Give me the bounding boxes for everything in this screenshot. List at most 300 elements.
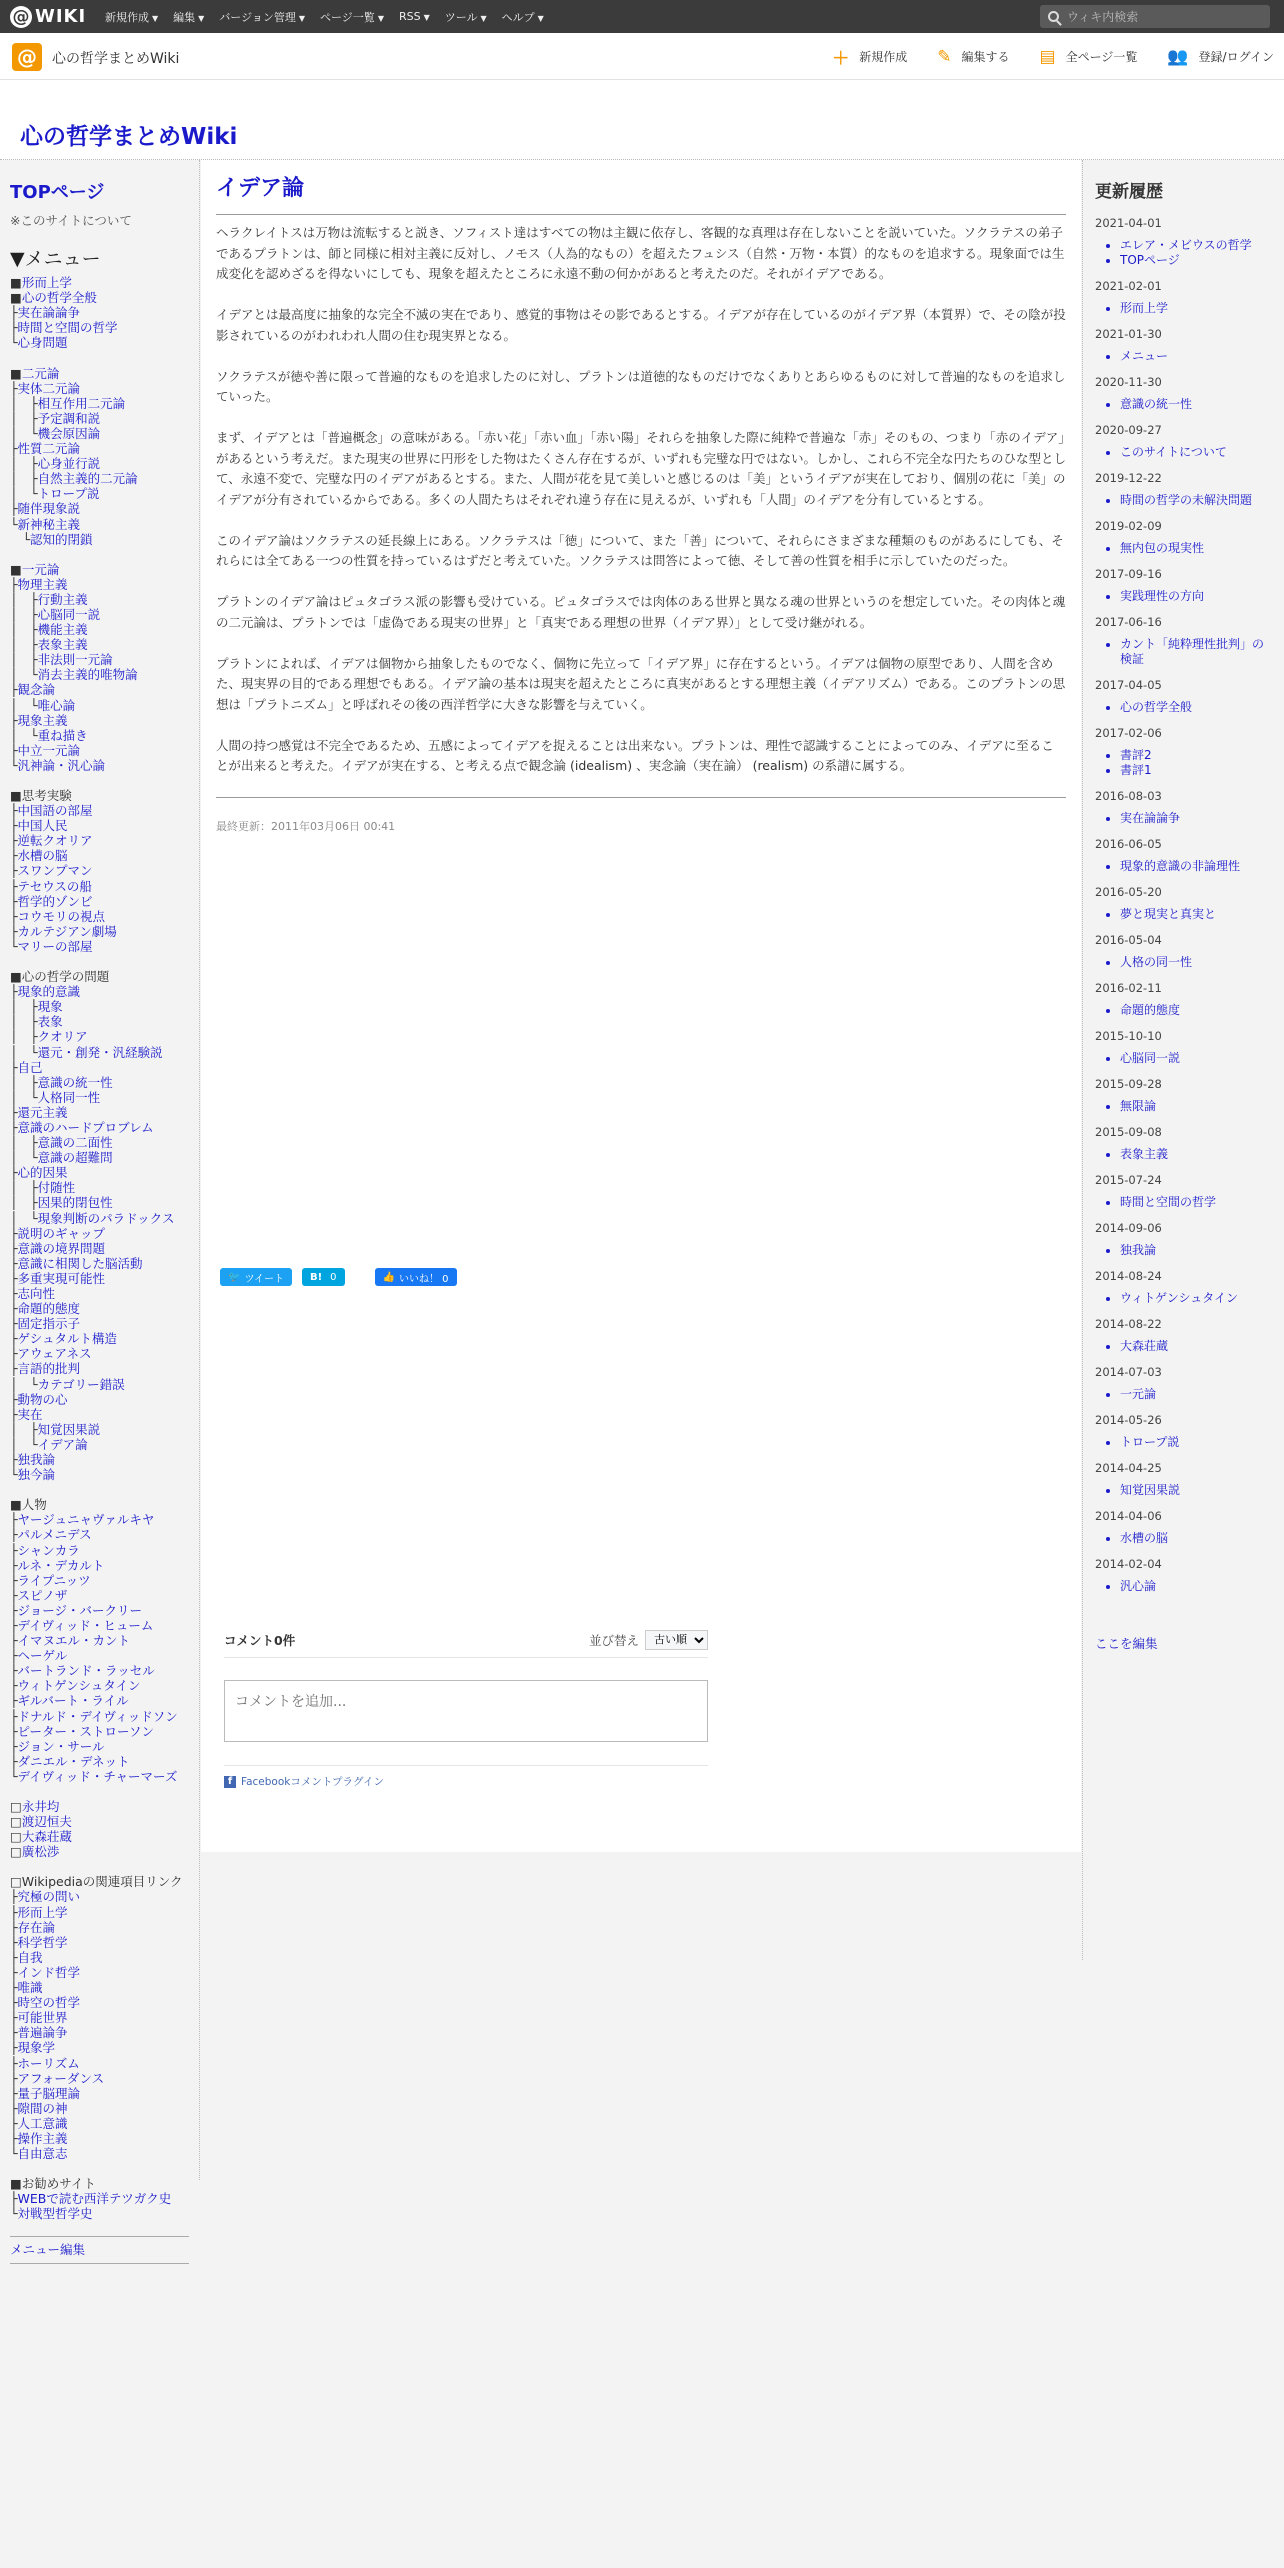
menu-item[interactable] — [10, 335, 189, 350]
menu-link[interactable]: ドナルド・デイヴィッドソン — [17, 1708, 178, 1724]
menu-item[interactable] — [10, 637, 189, 652]
menu-link[interactable]: 認知的閉鎖 — [30, 531, 93, 547]
menu-link[interactable]: 現象的意識 — [17, 984, 81, 1000]
history-link[interactable]: 意識の統一性 — [1120, 397, 1193, 411]
menu-link[interactable]: 普遍論争 — [17, 2025, 68, 2041]
menu-item[interactable] — [10, 366, 189, 381]
menu-item[interactable] — [10, 2040, 189, 2055]
menu-item[interactable] — [10, 607, 189, 622]
menu-link[interactable]: 量子脳理論 — [17, 2085, 81, 2101]
menu-item[interactable] — [10, 1920, 189, 1935]
search-placeholder: ウィキ内検索 — [1067, 10, 1139, 24]
history-item — [1120, 1387, 1274, 1402]
menu-link[interactable]: 二元論 — [21, 365, 60, 381]
menu-item[interactable] — [10, 1150, 189, 1165]
menu-link[interactable]: 形而上学 — [17, 1904, 68, 1920]
menu-link[interactable]: バートランド・ラッセル — [17, 1663, 155, 1679]
menu-link[interactable]: 性質二元論 — [17, 441, 81, 457]
menu-link[interactable]: 付随性 — [37, 1180, 76, 1196]
menu-item[interactable] — [10, 1241, 189, 1256]
menu-link[interactable]: 言語的批判 — [17, 1361, 81, 1377]
menu-item[interactable] — [10, 562, 189, 577]
menu-link[interactable]: 心の哲学全般 — [21, 290, 97, 306]
wiki-search-input[interactable] — [1040, 5, 1270, 28]
menu-link[interactable]: 永井均 — [21, 1799, 60, 1814]
menu-link[interactable]: ゲシュタルト構造 — [17, 1331, 118, 1347]
new-page-button[interactable] — [832, 44, 907, 69]
menu-link[interactable]: 意識の統一性 — [37, 1074, 113, 1090]
menu-link[interactable]: 自然主義的二元論 — [37, 471, 138, 487]
menu-item[interactable] — [10, 532, 189, 547]
menu-item[interactable] — [10, 1271, 189, 1286]
menu-item[interactable] — [10, 471, 189, 486]
menu-item[interactable] — [10, 2131, 189, 2146]
menu-item[interactable] — [10, 879, 189, 894]
history-link[interactable]: 無限論 — [1120, 1099, 1157, 1113]
global-menu-item[interactable] — [399, 10, 430, 23]
menu-item[interactable] — [10, 2101, 189, 2116]
menu-link[interactable]: シャンカラ — [17, 1542, 80, 1558]
menu-link[interactable]: 心的因果 — [17, 1165, 68, 1181]
menu-item[interactable] — [10, 803, 189, 818]
menu-link[interactable]: コウモリの視点 — [17, 908, 106, 924]
menu-link[interactable]: ルネ・デカルト — [17, 1557, 105, 1573]
menu-item[interactable] — [10, 1346, 189, 1361]
menu-item[interactable] — [10, 1709, 189, 1724]
history-link[interactable]: 夢と現実と真実と — [1120, 907, 1217, 921]
menu-link[interactable]: 時空の哲学 — [17, 1995, 81, 2011]
menu-item[interactable] — [10, 1331, 189, 1346]
menu-item[interactable] — [10, 1014, 189, 1029]
menu-item[interactable] — [10, 1135, 189, 1150]
menu-link[interactable]: 形而上学 — [21, 275, 72, 291]
menu-link[interactable]: 還元主義 — [17, 1104, 68, 1120]
global-menu-item[interactable] — [173, 9, 204, 25]
menu-link[interactable]: 重ね描き — [37, 727, 88, 743]
menu-item[interactable] — [10, 1316, 189, 1331]
menu-item[interactable] — [10, 833, 189, 848]
menu-link[interactable]: アフォーダンス — [17, 2070, 105, 2086]
global-menu-item[interactable] — [445, 9, 487, 25]
menu-link[interactable]: ダニエル・デネット — [17, 1753, 130, 1769]
menu-link[interactable]: 実体二元論 — [17, 380, 81, 396]
menu-link[interactable]: ウィトゲンシュタイン — [17, 1678, 141, 1694]
menu-item[interactable] — [10, 1663, 189, 1678]
menu-item[interactable] — [10, 1648, 189, 1663]
menu-link[interactable]: 自由意志 — [17, 2146, 68, 2162]
menu-link[interactable]: 志向性 — [17, 1286, 56, 1301]
menu-link[interactable]: 唯心論 — [37, 697, 76, 713]
history-link[interactable]: 知覚因果説 — [1120, 1483, 1181, 1497]
menu-link[interactable]: 可能世界 — [17, 2010, 68, 2026]
menu-link[interactable]: 表象主義 — [37, 637, 88, 653]
menu-link[interactable]: スワンプマン — [17, 863, 93, 879]
global-menu-item[interactable] — [320, 9, 384, 25]
menu-link[interactable]: 中国人民 — [17, 818, 68, 834]
menu-item[interactable] — [10, 1573, 189, 1588]
menu-link[interactable]: 大森荘蔵 — [21, 1829, 72, 1845]
history-link[interactable]: 表象主義 — [1120, 1147, 1169, 1161]
top-page-link[interactable]: TOPページ — [10, 182, 105, 203]
menu-link[interactable]: 唯識 — [17, 1980, 43, 1996]
menu-link[interactable]: 説明のギャップ — [17, 1225, 106, 1241]
menu-item[interactable] — [10, 1527, 189, 1542]
menu-item[interactable] — [10, 1724, 189, 1739]
menu-link[interactable]: ギルバート・ライル — [17, 1693, 129, 1709]
menu-item[interactable] — [10, 1829, 189, 1844]
menu-item[interactable] — [10, 486, 189, 501]
menu-link[interactable]: 中国語の部屋 — [17, 803, 93, 819]
facebook-like-button[interactable] — [375, 1268, 457, 1286]
menu-edit-label[interactable]: メニュー編集 — [10, 2242, 86, 2258]
history-link[interactable]: 人格の同一性 — [1120, 955, 1193, 969]
menu-link[interactable]: ヘーゲル — [17, 1648, 68, 1664]
menu-item[interactable] — [10, 577, 189, 592]
hatena-bookmark-button[interactable] — [302, 1268, 345, 1286]
menu-item[interactable] — [10, 320, 189, 335]
menu-link[interactable]: 科学哲学 — [17, 1934, 68, 1950]
menu-item[interactable] — [10, 652, 189, 667]
menu-link[interactable]: 新神秘主義 — [17, 516, 81, 532]
comment-input[interactable] — [224, 1680, 708, 1742]
menu-link[interactable]: 逆転クオリア — [17, 833, 93, 849]
menu-item[interactable] — [10, 2116, 189, 2131]
menu-item[interactable]: ■お勧めサイト — [10, 2176, 96, 2192]
menu-item[interactable] — [10, 984, 189, 999]
history-link[interactable]: 形而上学 — [1120, 301, 1169, 315]
menu-link[interactable]: 知覚因果説 — [37, 1421, 101, 1437]
global-menu-item[interactable] — [105, 9, 158, 25]
history-link[interactable]: 時間の哲学の未解決問題 — [1120, 493, 1253, 507]
history-link[interactable]: メニュー — [1120, 349, 1169, 363]
menu-item[interactable] — [10, 818, 189, 833]
menu-item[interactable] — [10, 1603, 189, 1618]
history-link[interactable]: 実在論論争 — [1120, 811, 1181, 825]
menu-item[interactable] — [10, 1029, 189, 1044]
menu-link[interactable]: 機能主義 — [37, 622, 88, 638]
login-button[interactable] — [1167, 47, 1274, 67]
menu-item[interactable] — [10, 592, 189, 607]
menu-item[interactable] — [10, 894, 189, 909]
menu-link[interactable]: 予定調和説 — [37, 410, 101, 426]
menu-item[interactable] — [10, 909, 189, 924]
menu-item[interactable] — [10, 517, 189, 532]
menu-link[interactable]: カルテジアン劇場 — [17, 923, 117, 939]
menu-link[interactable]: 非法則一元論 — [37, 652, 113, 668]
menu-item[interactable] — [10, 1814, 189, 1829]
history-link[interactable]: 命題的態度 — [1120, 1003, 1181, 1017]
menu-link[interactable]: 水槽の脳 — [17, 848, 68, 864]
menu-item[interactable] — [10, 305, 189, 320]
menu-item[interactable] — [10, 1633, 189, 1648]
menu-link[interactable]: 自己 — [17, 1059, 43, 1075]
menu-link[interactable]: 意識の二面性 — [37, 1135, 113, 1151]
edit-page-button[interactable] — [937, 47, 1009, 67]
menu-item[interactable] — [10, 456, 189, 471]
menu-item[interactable] — [10, 1075, 189, 1090]
menu-item[interactable] — [10, 2146, 189, 2161]
menu-item[interactable] — [10, 411, 189, 426]
menu-item[interactable] — [10, 743, 189, 758]
menu-item[interactable] — [10, 863, 189, 878]
menu-item[interactable] — [10, 1180, 189, 1195]
menu-item[interactable] — [10, 728, 189, 743]
menu-item[interactable] — [10, 2025, 189, 2040]
menu-link[interactable]: ホーリズム — [17, 2055, 80, 2071]
menu-link[interactable]: 現象 — [37, 999, 63, 1015]
menu-link[interactable]: ジョン・サール — [17, 1738, 105, 1754]
menu-item[interactable] — [10, 939, 189, 954]
menu-link[interactable]: 固定指示子 — [17, 1316, 81, 1332]
menu-item[interactable] — [10, 667, 189, 682]
menu-item[interactable] — [10, 1105, 189, 1120]
menu-item[interactable] — [10, 622, 189, 637]
menu-item[interactable] — [10, 1739, 189, 1754]
menu-link[interactable]: 心身並行説 — [37, 456, 101, 472]
menu-item[interactable] — [10, 381, 189, 396]
menu-link[interactable]: 因果的閉包性 — [37, 1195, 113, 1211]
menu-link[interactable]: デイヴィッド・ヒューム — [17, 1617, 154, 1633]
menu-link[interactable]: 現象学 — [17, 2040, 56, 2056]
menu-link[interactable]: 自我 — [17, 1949, 43, 1965]
menu-item[interactable] — [10, 1588, 189, 1603]
menu-item[interactable] — [10, 698, 189, 713]
history-link[interactable]: ウィトゲンシュタイン — [1120, 1291, 1239, 1305]
menu-link[interactable]: デイヴィッド・チャーマーズ — [17, 1768, 178, 1784]
history-link[interactable]: 現象的意識の非論理性 — [1120, 859, 1241, 873]
menu-link[interactable]: インド哲学 — [17, 1964, 81, 1980]
menu-link[interactable]: 存在論 — [17, 1919, 56, 1935]
global-menu-item[interactable] — [219, 9, 305, 25]
menu-link[interactable]: ライプニッツ — [17, 1572, 91, 1588]
menu-item[interactable] — [10, 1211, 189, 1226]
menu-item[interactable] — [10, 848, 189, 863]
history-link[interactable]: 書評1 — [1120, 763, 1152, 777]
menu-link[interactable]: ジョージ・バークリー — [17, 1602, 143, 1618]
menu-item[interactable] — [10, 2056, 189, 2071]
last-updated: 最終更新：2011年03月06日 00:41 — [216, 820, 396, 833]
menu-item[interactable] — [10, 2086, 189, 2101]
menu-item[interactable] — [10, 1905, 189, 1920]
menu-item[interactable] — [10, 1980, 189, 1995]
menu-link[interactable]: イデア論 — [37, 1436, 88, 1452]
menu-link[interactable]: 心脳同一説 — [37, 606, 101, 622]
history-link[interactable]: エレア・メビウスの哲学 — [1120, 238, 1252, 252]
history-link[interactable]: 無内包の現実性 — [1120, 541, 1205, 555]
menu-link[interactable]: 現象主義 — [17, 712, 68, 728]
site-logo-icon[interactable]: @ — [12, 43, 42, 71]
menu-link[interactable]: 実在 — [17, 1406, 43, 1422]
menu-link[interactable]: 意識に相関した脳活動 — [17, 1255, 143, 1271]
menu-link[interactable]: ピーター・ストローソン — [17, 1723, 155, 1739]
menu-item[interactable] — [10, 1286, 189, 1301]
menu-link[interactable]: 行動主義 — [37, 591, 88, 607]
menu-item[interactable] — [10, 999, 189, 1014]
menu-item[interactable] — [10, 441, 189, 456]
menu-item[interactable] — [10, 1618, 189, 1633]
site-name[interactable]: 心の哲学まとめWiki — [52, 51, 180, 67]
menu-link[interactable]: 渡辺恒夫 — [21, 1814, 72, 1830]
facebook-plugin-link[interactable] — [224, 1765, 708, 1789]
menu-link[interactable]: 人工意識 — [17, 2115, 68, 2131]
history-link[interactable]: 実践理性の方向 — [1120, 589, 1205, 603]
menu-link[interactable]: 哲学的ゾンビ — [17, 893, 93, 909]
history-link[interactable]: このサイトについて — [1120, 445, 1227, 459]
menu-link[interactable]: ヤージュニャヴァルキヤ — [17, 1512, 155, 1528]
global-menu-item[interactable] — [502, 9, 544, 25]
menu-item[interactable] — [10, 758, 189, 773]
menu-link[interactable]: 随伴現象説 — [17, 501, 81, 517]
menu-link[interactable]: マリーの部屋 — [17, 938, 93, 954]
history-link[interactable]: TOPページ — [1120, 253, 1180, 267]
menu-item[interactable] — [10, 1558, 189, 1573]
menu-link[interactable]: 究極の問い — [17, 1889, 81, 1905]
menu-item[interactable] — [10, 1256, 189, 1271]
page-title[interactable]: イデア論 — [216, 174, 1066, 215]
menu-link[interactable]: クオリア — [37, 1029, 88, 1045]
menu-item[interactable] — [10, 1844, 189, 1859]
menu-item[interactable] — [10, 290, 189, 305]
menu-link[interactable]: 意識の超難問 — [37, 1150, 113, 1166]
menu-item[interactable] — [10, 1361, 189, 1376]
menu-item[interactable] — [10, 1377, 189, 1392]
menu-link[interactable]: スピノザ — [17, 1587, 68, 1603]
menu-link[interactable]: 人格同一性 — [37, 1089, 101, 1105]
menu-item[interactable] — [10, 1512, 189, 1527]
menu-link[interactable]: 還元・創発・汎経験説 — [37, 1044, 163, 1060]
menu-item[interactable] — [10, 1543, 189, 1558]
menu-item[interactable] — [10, 1467, 189, 1482]
menu-link[interactable]: 意識の境界問題 — [17, 1240, 106, 1256]
menu-item[interactable] — [10, 1452, 189, 1467]
menu-item[interactable] — [10, 275, 189, 290]
all-pages-button[interactable] — [1040, 47, 1138, 67]
menu-item[interactable] — [10, 1965, 189, 1980]
menu-link[interactable]: 対戦型哲学史 — [17, 2206, 93, 2222]
menu-link[interactable]: 操作主義 — [17, 2130, 68, 2146]
menu-item[interactable] — [10, 1120, 189, 1135]
history-link[interactable]: 大森荘蔵 — [1120, 1339, 1169, 1353]
menu-link[interactable]: 観念論 — [17, 682, 56, 698]
menu-item[interactable] — [10, 426, 189, 441]
history-link[interactable]: 独我論 — [1120, 1243, 1157, 1257]
menu-item[interactable] — [10, 924, 189, 939]
menu-link[interactable]: 物理主義 — [17, 576, 68, 592]
menu-link[interactable]: 時間と空間の哲学 — [17, 320, 118, 336]
history-link[interactable]: 心脳同一説 — [1120, 1051, 1181, 1065]
menu-link[interactable]: 独我論 — [17, 1452, 56, 1468]
menu-link[interactable]: WEBで読む西洋テツガク史 — [17, 2191, 172, 2207]
menu-link[interactable]: テセウスの船 — [17, 878, 92, 894]
menu-item[interactable] — [10, 1769, 189, 1784]
menu-link[interactable]: 心身問題 — [17, 335, 68, 351]
menu-item[interactable] — [10, 2010, 189, 2025]
menu-item[interactable] — [10, 1090, 189, 1105]
menu-item[interactable] — [10, 2206, 189, 2221]
menu-item[interactable] — [10, 1060, 189, 1075]
edit-sidebar-link[interactable] — [1095, 1634, 1274, 1652]
menu-item[interactable] — [10, 1301, 189, 1316]
menu-link[interactable]: 動物の心 — [17, 1391, 68, 1407]
menu-link[interactable]: 隙間の神 — [17, 2100, 68, 2116]
menu-link[interactable]: 表象 — [37, 1014, 63, 1030]
menu-link[interactable]: アウェアネス — [17, 1346, 92, 1362]
menu-link[interactable]: トロープ説 — [37, 486, 100, 502]
history-link[interactable]: カント「純粋理性批判」の検証 — [1120, 637, 1265, 666]
history-link[interactable]: 一元論 — [1120, 1387, 1157, 1401]
menu-item[interactable] — [10, 396, 189, 411]
menu-item[interactable] — [10, 1678, 189, 1693]
menu-link[interactable]: 独今論 — [17, 1467, 56, 1483]
menu-item[interactable] — [10, 1889, 189, 1904]
menu-item[interactable] — [10, 1950, 189, 1965]
menu-item[interactable]: □Wikipediaの関連項目リンク — [10, 1874, 183, 1890]
history-link[interactable]: 汎心論 — [1120, 1579, 1157, 1593]
menu-item[interactable]: ■思考実験 — [10, 788, 72, 803]
sort-select[interactable] — [645, 1630, 708, 1650]
menu-link[interactable]: 汎神論・汎心論 — [17, 757, 106, 773]
menu-link[interactable]: 多重実現可能性 — [17, 1270, 106, 1286]
menu-link[interactable]: 消去主義的唯物論 — [37, 667, 138, 683]
menu-item[interactable] — [10, 501, 189, 516]
menu-item[interactable] — [10, 1422, 189, 1437]
menu-item[interactable] — [10, 682, 189, 697]
menu-link[interactable]: パルメニデス — [17, 1527, 92, 1543]
menu-item[interactable] — [10, 1754, 189, 1769]
history-link[interactable]: 心の哲学全般 — [1120, 700, 1193, 714]
menu-link[interactable]: 実在論論争 — [17, 305, 81, 321]
menu-link[interactable]: 廣松渉 — [21, 1844, 60, 1860]
menu-link[interactable]: 意識のハードプロブレム — [17, 1119, 154, 1135]
menu-item[interactable]: ■人物 — [10, 1497, 47, 1513]
menu-item[interactable] — [10, 1045, 189, 1060]
tree-prefix: □ — [10, 1814, 22, 1830]
history-link[interactable]: 時間と空間の哲学 — [1120, 1195, 1217, 1209]
menu-item[interactable] — [10, 1195, 189, 1210]
history-link[interactable]: 書評2 — [1120, 748, 1152, 762]
edit-sidebar-label[interactable]: ここを編集 — [1095, 1636, 1158, 1651]
menu-item[interactable] — [10, 1226, 189, 1241]
menu-item[interactable] — [10, 1407, 189, 1422]
about-link[interactable] — [10, 213, 189, 228]
menu-item[interactable] — [10, 2071, 189, 2086]
menu-link[interactable]: 現象判断のパラドックス — [37, 1210, 175, 1226]
menu-link[interactable]: 命題的態度 — [17, 1301, 81, 1317]
menu-link[interactable]: 機会原因論 — [37, 425, 101, 441]
menu-item[interactable] — [10, 1995, 189, 2010]
site-title[interactable]: 心の哲学まとめWiki — [20, 124, 238, 150]
menu-item[interactable] — [10, 1392, 189, 1407]
history-link[interactable]: トロープ説 — [1120, 1435, 1180, 1449]
menu-edit-link[interactable] — [10, 2236, 189, 2263]
menu-link[interactable]: 中立一元論 — [17, 742, 81, 758]
wiki-logo[interactable] — [10, 5, 86, 28]
menu-link[interactable]: 一元論 — [21, 561, 60, 577]
menu-item[interactable] — [10, 2191, 189, 2206]
menu-link[interactable]: イマヌエル・カント — [17, 1633, 131, 1649]
menu-item[interactable] — [10, 713, 189, 728]
menu-item[interactable] — [10, 1693, 189, 1708]
menu-item[interactable] — [10, 1165, 189, 1180]
menu-link[interactable]: 相互作用二元論 — [37, 395, 126, 411]
menu-item[interactable] — [10, 1799, 189, 1814]
tweet-button[interactable] — [220, 1268, 292, 1286]
menu-item[interactable] — [10, 1437, 189, 1452]
history-link[interactable]: 水槽の脳 — [1120, 1531, 1169, 1545]
menu-item[interactable] — [10, 1935, 189, 1950]
menu-link[interactable]: カテゴリー錯誤 — [37, 1376, 125, 1392]
menu-item[interactable]: ■心の哲学の問題 — [10, 969, 110, 985]
